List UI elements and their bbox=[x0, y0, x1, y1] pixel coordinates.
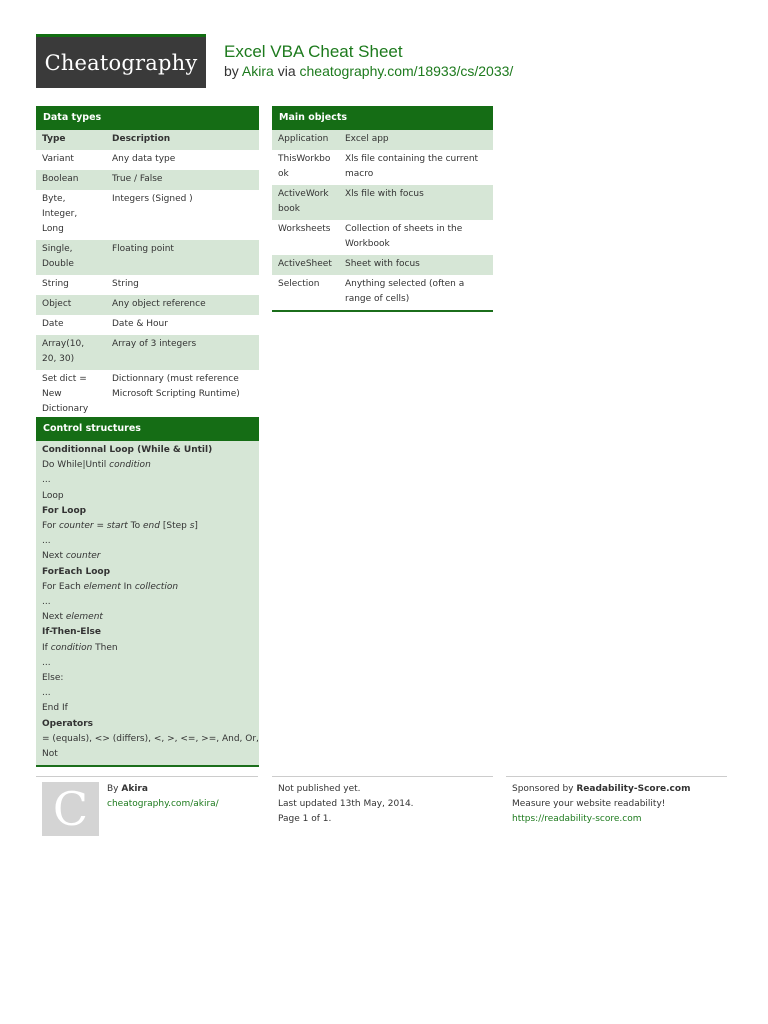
section-subheading bbox=[42, 565, 253, 580]
description-cell: Xls file containing the current macro bbox=[345, 154, 479, 179]
code-line bbox=[42, 549, 253, 564]
code-text: = bbox=[93, 521, 107, 532]
code-line bbox=[42, 686, 253, 701]
footer-status-block bbox=[278, 782, 414, 827]
object-cell: ActiveWorkbook bbox=[272, 185, 339, 220]
page-number: Page 1 of 1. bbox=[278, 814, 332, 824]
placeholder-term: condition bbox=[109, 460, 151, 471]
footer-divider bbox=[506, 776, 727, 777]
sheet-title: Excel VBA Cheat Sheet bbox=[224, 42, 403, 61]
placeholder-term: end bbox=[143, 521, 160, 532]
footer-sponsor-block bbox=[512, 782, 690, 827]
code-text: Conditionnal Loop (While & Until) bbox=[42, 445, 213, 455]
type-cell: Single, Double bbox=[36, 240, 106, 275]
code-line bbox=[42, 610, 253, 625]
main-objects-section bbox=[272, 106, 493, 312]
type-cell: Boolean bbox=[36, 170, 106, 190]
placeholder-term: counter bbox=[65, 551, 101, 562]
table-row bbox=[272, 130, 493, 150]
placeholder-term: element bbox=[65, 612, 103, 623]
description-cell: Floating point bbox=[106, 240, 259, 275]
column-header-description: Description bbox=[106, 130, 259, 150]
code-text: Operators bbox=[42, 718, 93, 729]
description-cell: Any object reference bbox=[106, 295, 259, 315]
code-text: ... bbox=[42, 536, 51, 547]
table-row bbox=[36, 315, 259, 335]
control-structures-header: Control structures bbox=[36, 417, 259, 441]
code-text: ... bbox=[42, 597, 51, 608]
code-line bbox=[42, 701, 253, 716]
description-cell: True / False bbox=[106, 170, 259, 190]
column-header-type: Type bbox=[36, 130, 106, 150]
section-subheading bbox=[42, 717, 253, 732]
table-row bbox=[36, 275, 259, 295]
table-row bbox=[36, 240, 259, 275]
placeholder-term: collection bbox=[134, 581, 179, 592]
description-cell: Excel app bbox=[339, 130, 493, 150]
type-cell: Set dict = New Dictionary bbox=[42, 374, 89, 414]
code-line bbox=[42, 489, 253, 504]
data-types-table bbox=[36, 130, 259, 420]
byline bbox=[224, 63, 513, 79]
code-text: To bbox=[127, 521, 144, 532]
footer-author-link[interactable]: cheatography.com/akira/ bbox=[107, 799, 219, 809]
description-cell: Anything selected (often a range of cells) bbox=[345, 279, 465, 304]
avatar-letter: C bbox=[52, 782, 89, 836]
code-line bbox=[42, 732, 259, 747]
description-cell: String bbox=[112, 279, 139, 289]
sponsored-prefix: Sponsored by bbox=[512, 784, 574, 794]
table-row bbox=[272, 255, 493, 275]
type-cell: Array(10, 20, 30) bbox=[36, 335, 106, 370]
placeholder-term: start bbox=[106, 521, 128, 532]
section-subheading bbox=[42, 625, 253, 640]
code-line bbox=[42, 458, 253, 473]
type-cell: Object bbox=[36, 295, 106, 315]
avatar bbox=[42, 782, 99, 836]
object-cell: Application bbox=[272, 130, 339, 150]
code-line bbox=[42, 519, 253, 534]
code-text: ForEach Loop bbox=[42, 566, 111, 577]
description-cell: Date & Hour bbox=[112, 319, 168, 329]
table-row bbox=[36, 150, 259, 170]
code-text: In bbox=[120, 581, 135, 592]
publish-status: Not published yet. bbox=[278, 784, 361, 794]
code-text: ] bbox=[194, 521, 198, 532]
footer-author-block bbox=[107, 782, 219, 812]
section-subheading bbox=[42, 443, 253, 458]
byline-via: via bbox=[277, 63, 296, 79]
footer-divider bbox=[36, 776, 258, 777]
table-row bbox=[272, 150, 493, 185]
author-link[interactable]: Akira bbox=[241, 63, 274, 79]
description-cell: Dictionnary (must reference Microsoft Scripting Runtime) bbox=[112, 374, 240, 399]
code-text: Else: bbox=[42, 673, 64, 684]
footer-divider bbox=[272, 776, 493, 777]
code-text: For Each bbox=[42, 581, 84, 592]
last-updated: Last updated 13th May, 2014. bbox=[278, 799, 414, 809]
byline-by: by bbox=[224, 63, 239, 79]
code-text: Next bbox=[42, 551, 66, 562]
code-text: ... bbox=[42, 475, 51, 486]
placeholder-term: condition bbox=[50, 642, 93, 653]
description-cell: Sheet with focus bbox=[339, 255, 493, 275]
section-subheading bbox=[42, 504, 253, 519]
placeholder-term: counter bbox=[58, 521, 94, 532]
object-cell: ActiveSheet bbox=[272, 255, 339, 275]
control-structures-section bbox=[36, 417, 259, 767]
data-types-section bbox=[36, 106, 259, 422]
code-line bbox=[42, 534, 253, 549]
code-line bbox=[42, 473, 253, 488]
code-line bbox=[42, 656, 253, 671]
code-text: Next bbox=[42, 612, 66, 623]
sponsor-link[interactable]: https://readability-score.com bbox=[512, 814, 642, 824]
sheet-url-link[interactable]: cheatography.com/18933/cs/2033/ bbox=[299, 63, 514, 79]
type-cell: String bbox=[42, 279, 69, 289]
code-text: ... bbox=[42, 688, 51, 699]
table-row bbox=[272, 185, 493, 220]
description-cell: Integers (Signed ) bbox=[112, 194, 193, 204]
description-cell: Collection of sheets in the Workbook bbox=[345, 224, 463, 249]
footer-author-name: Akira bbox=[121, 784, 148, 794]
code-line bbox=[42, 747, 253, 762]
code-line bbox=[42, 580, 253, 595]
code-text: Not bbox=[42, 749, 58, 760]
code-text: For bbox=[42, 521, 59, 532]
main-objects-header: Main objects bbox=[272, 106, 493, 130]
type-cell: Date bbox=[42, 319, 64, 329]
description-cell: Array of 3 integers bbox=[106, 335, 259, 370]
code-text: End If bbox=[42, 703, 68, 714]
footer-by-label: By bbox=[107, 784, 119, 794]
table-row bbox=[36, 295, 259, 315]
code-text: [Step bbox=[159, 521, 190, 532]
logo-text: Cheatography bbox=[44, 50, 198, 75]
object-cell: Selection bbox=[278, 279, 320, 289]
table-row bbox=[36, 370, 259, 420]
sponsor-tagline: Measure your website readability! bbox=[512, 799, 666, 809]
data-types-header: Data types bbox=[36, 106, 259, 130]
table-header-row bbox=[36, 130, 259, 150]
table-row bbox=[272, 220, 493, 255]
table-row bbox=[36, 335, 259, 370]
code-line bbox=[42, 595, 253, 610]
sponsor-name: Readability-Score.com bbox=[576, 784, 691, 794]
main-objects-table bbox=[272, 130, 493, 310]
type-cell: Byte, Integer, Long bbox=[42, 194, 78, 234]
object-cell: Worksheets bbox=[278, 224, 331, 234]
code-text: Then bbox=[92, 642, 118, 653]
placeholder-term: s bbox=[189, 521, 195, 532]
code-text: = (equals), <> (differs), <, >, <=, >=, And, Or, bbox=[42, 733, 259, 744]
code-text: ... bbox=[42, 657, 51, 668]
code-text: Loop bbox=[42, 490, 64, 501]
code-text: For Loop bbox=[42, 505, 87, 516]
table-row bbox=[36, 190, 259, 240]
description-cell: Any data type bbox=[112, 154, 176, 164]
placeholder-term: element bbox=[83, 581, 121, 592]
code-text: If-Then-Else bbox=[42, 627, 102, 638]
description-cell: Xls file with focus bbox=[339, 185, 493, 220]
table-row bbox=[272, 275, 493, 310]
type-cell: Variant bbox=[42, 154, 74, 164]
table-row bbox=[36, 170, 259, 190]
code-text: Do While|Until bbox=[42, 460, 110, 471]
cheatography-logo[interactable] bbox=[36, 34, 206, 88]
object-cell: ThisWorkbook bbox=[278, 154, 331, 179]
code-line bbox=[42, 671, 253, 686]
code-line bbox=[42, 641, 253, 656]
control-structures-body bbox=[36, 441, 259, 765]
code-text: If bbox=[42, 642, 51, 653]
